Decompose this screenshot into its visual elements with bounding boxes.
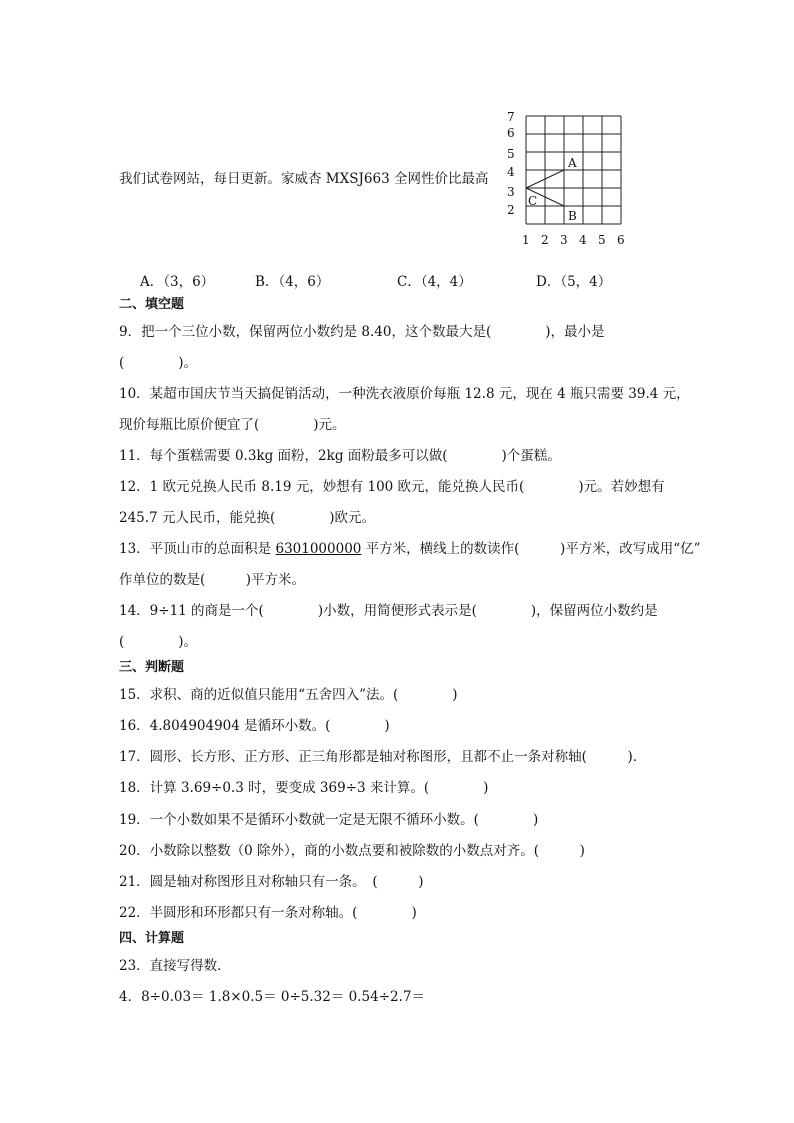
x-label-3: 3 xyxy=(560,233,568,247)
question-12-line-1: 12．1 欧元兑换人民币 8.19 元，妙想有 100 欧元，能兑换人民币( )元。若妙想有 xyxy=(119,479,665,495)
question-9-line-1: 9．把一个三位小数，保留两位小数约是 8.40，这个数最大是( )，最小是 xyxy=(119,324,605,340)
question-9-line-2: ( )。 xyxy=(119,355,198,371)
section-4-title: 四、计算题 xyxy=(119,931,185,946)
grid-lines xyxy=(526,116,621,224)
y-label-4: 4 xyxy=(507,165,515,179)
question-13-line-1 xyxy=(119,540,701,558)
question-13-underlined-number: 6301000000 xyxy=(275,541,362,557)
option-a: A．（3，6） xyxy=(140,274,215,290)
question-10-line-1: 10．某超市国庆节当天搞促销活动，一种洗衣液原价每瓶 12.8 元，现在 4 瓶只需要 39.4 元， xyxy=(119,386,690,402)
question-16: 16．4.804904904 是循环小数。( ) xyxy=(119,718,390,734)
question-22: 22．半圆形和环形都只有一条对称轴。( ) xyxy=(119,905,417,921)
question-23: 23．直接写得数． xyxy=(119,958,231,974)
y-label-5: 5 xyxy=(507,147,515,161)
section-2-title: 二、填空题 xyxy=(119,297,185,312)
question-20: 20．小数除以整数（0 除外），商的小数点要和被除数的小数点对齐。( ) xyxy=(119,843,585,859)
y-label-7: 7 xyxy=(507,110,515,124)
question-19: 19．一个小数如果不是循环小数就一定是无限不循环小数。( ) xyxy=(119,812,539,828)
option-c: C．（4，4） xyxy=(397,274,472,290)
y-label-6: 6 xyxy=(507,126,515,140)
question-11: 11．每个蛋糕需要 0.3kg 面粉，2kg 面粉最多可以做( )个蛋糕。 xyxy=(119,448,561,464)
option-b: B．（4，6） xyxy=(255,274,330,290)
section-3-title: 三、判断题 xyxy=(119,660,185,675)
coordinate-grid xyxy=(500,108,630,248)
question-14-line-1: 14．9÷11 的商是一个( )小数，用简便形式表示是( )，保留两位小数约是 xyxy=(119,603,658,619)
question-12-line-2: 245.7 元人民币，能兑换( )欧元。 xyxy=(119,510,375,526)
point-b-label: B xyxy=(568,209,577,223)
question-18: 18．计算 3.69÷0.3 时，要变成 369÷3 来计算。( ) xyxy=(119,780,489,796)
question-23-items: 4．8÷0.03＝ 1.8×0.5＝ 0÷5.32＝ 0.54÷2.7＝ xyxy=(119,989,425,1005)
question-21: 21．圆是轴对称图形且对称轴只有一条。 ( ) xyxy=(119,874,424,890)
x-label-4: 4 xyxy=(579,233,587,247)
question-13-prefix: 13．平顶山市的总面积是 xyxy=(119,541,276,557)
point-a-label: A xyxy=(568,156,577,170)
intro-line: 我们试卷网站，每日更新。家威杏 MXSJ663 全网性价比最高 xyxy=(119,171,489,187)
x-label-6: 6 xyxy=(617,233,625,247)
question-10-line-2: 现价每瓶比原价便宜了( )元。 xyxy=(119,417,346,433)
question-15: 15．求积、商的近似值只能用“五舍四入”法。( ) xyxy=(119,687,458,703)
question-13-line-2: 作单位的数是( )平方米。 xyxy=(119,572,306,588)
y-label-3: 3 xyxy=(507,185,515,199)
question-17: 17．圆形、长方形、正方形、正三角形都是轴对称图形，且都不止一条对称轴( )． xyxy=(119,749,647,765)
question-14-line-2: ( )。 xyxy=(119,634,198,650)
point-c-label: C xyxy=(528,194,538,208)
question-13-suffix: 平方米，横线上的数读作( )平方米，改写成用“亿” xyxy=(361,541,701,557)
option-d: D．（5，4） xyxy=(536,274,612,290)
x-label-2: 2 xyxy=(541,233,549,247)
x-label-5: 5 xyxy=(598,233,606,247)
x-label-1: 1 xyxy=(522,233,530,247)
y-label-2: 2 xyxy=(507,203,515,217)
